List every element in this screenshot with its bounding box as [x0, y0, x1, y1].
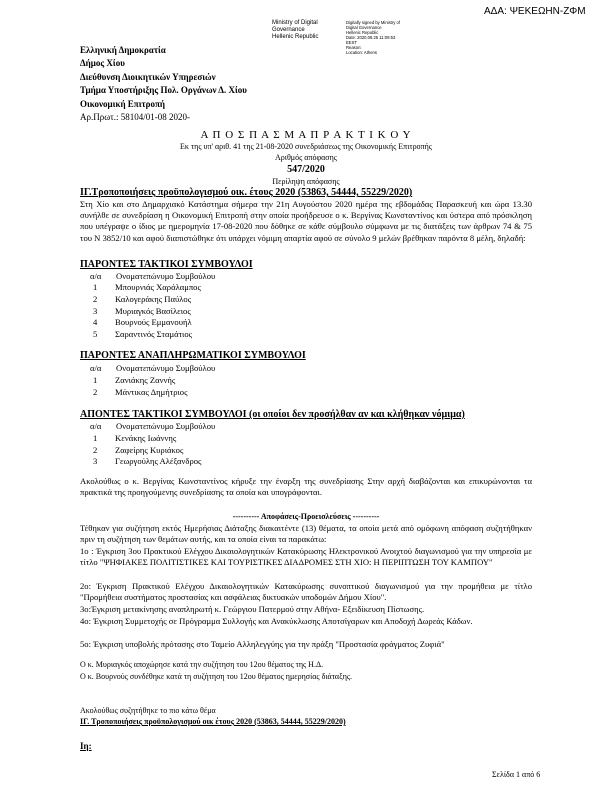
col-name-header: Ονοματεπώνυμο Συμβούλου — [116, 421, 216, 431]
issuer-line: Ministry of Digital — [272, 20, 318, 26]
signature-issuer — [272, 20, 344, 41]
member-no: 2 — [93, 294, 98, 304]
member-name: Μπουρνιάς Χαράλαμπος — [115, 282, 201, 292]
col-no-header: α/α — [90, 271, 102, 281]
next-subject: ΙΓ. Τροποποιήσεις προϋπολογισμού οικ έτους 2020 (53863, 54444, 55229/2020) — [80, 717, 346, 726]
signature-line: Digitally signed by Ministry of — [346, 20, 400, 25]
header-line: Διεύθυνση Διοικητικών Υπηρεσιών — [80, 71, 216, 82]
header-block — [80, 44, 247, 111]
agenda-item: 3ο:Έγκριση μετακίνησης αναπληρωτή κ. Γεώργιου Πατερμού στην Αθήνα- Εξειδίκευση Πίστωσης. — [80, 604, 425, 614]
member-no: 2 — [93, 387, 98, 397]
member-name: Κενάκης Ιωάννης — [115, 433, 177, 443]
member-no: 4 — [93, 317, 98, 327]
opening-paragraph: Ακολούθως ο κ. Βεργίνας Κωνσταντίνος κήρυξε την έναρξη της συνεδρίασης Στην αρχή διαβάζονται και επικυρώνονται τα πρακτικά της προηγούμενης συνεδρίασης τα οποία και υπογράφονται. — [80, 476, 532, 498]
signature-details — [346, 20, 400, 55]
summary-label: Περίληψη απόφασης — [272, 177, 340, 186]
signature-line: Reason: — [346, 45, 362, 50]
ada-code: ΑΔΑ: ΨΕΚΕΩΗΝ-ΖΦΜ — [484, 6, 586, 17]
col-no-header: α/α — [90, 421, 102, 431]
signature-line: Digital Governance — [346, 25, 382, 30]
issuer-line: Governance — [272, 27, 305, 33]
col-name-header: Ονοματεπώνυμο Συμβούλου — [116, 271, 216, 281]
decision-number: 547/2020 — [287, 164, 325, 175]
page-footer: Σελίδα 1 από 6 — [492, 770, 541, 779]
member-name: Ζαφείρης Κυριάκος — [115, 445, 184, 455]
member-no: 3 — [93, 306, 98, 316]
next-label: Ακολούθως συζητήθηκε το πιο κάτω θέμα — [80, 706, 216, 715]
member-name: Ζανιάκης Ζαννής — [115, 375, 176, 385]
signature-line: Date: 2020.08.25 11:09:53 — [346, 35, 396, 40]
member-no: 1 — [93, 282, 98, 292]
note-line: Ο κ. Μυριαγκός αποχώρησε κατά την συζήτηση του 12ου θέματος της Η.Δ. — [80, 660, 324, 669]
agenda-item: 2ο: Έγκριση Πρακτικού Ελέγχου Δικαιολογητικών Κατακύρωσης συνοπτικού διαγωνισμού για την προμήθεια με τίτλο "Προμήθεια συστήματος προστασίας και ασφάλειας δικτυακών υποδομών Δήμου Χίου". — [80, 581, 532, 603]
header-line: Δήμος Χίου — [80, 58, 125, 69]
member-no: 2 — [93, 445, 98, 455]
issuer-line: Hellenic Republic — [272, 34, 319, 40]
decisions-intro: Τέθηκαν για συζήτηση εκτός Ημερήσιας Διάταξης διακαιτέντε (13) θέματα, τα οποία μετά από ομόφωνη απόφαση συζητήθηκαν πριν τη συζήτηση των θεμάτων αυτής, και τα οποία είναι τα παρακάτω: — [80, 523, 532, 545]
signature-line: Hellenic Republic — [346, 30, 379, 35]
note-line: Ο κ. Βουρνούς συνδέθηκε κατά τη συζήτηση του 12ου θέματος ημερησίας διάταξης. — [80, 672, 353, 681]
member-no: 5 — [93, 329, 98, 339]
header-line: Ελληνική Δημοκρατία — [80, 45, 166, 55]
agenda-item: 4ο: Έγκριση Συμμετοχής σε Πρόγραμμα Συλλογής και Ανακύκλωσης Αποτσίγαρων και Αποδοχή Δωρεάς Κάδων. — [80, 616, 473, 626]
substitutes-heading: ΠΑΡΟΝΤΕΣ ΑΝΑΠΛΗΡΩΜΑΤΙΚΟΙ ΣΥΜΒΟΥΛΟΙ — [80, 350, 306, 361]
signature-line: Location: Athens — [346, 50, 377, 55]
document-title: Α Π Ο Σ Π Α Σ Μ Α Π Ρ Α Κ Τ Ι Κ Ο Υ — [200, 129, 412, 141]
absent-heading: ΑΠΟΝΤΕΣ ΤΑΚΤΙΚΟΙ ΣΥΜΒΟΥΛΟΙ (οι οποίοι δεν προσήλθαν αν και κλήθηκαν νόμιμα) — [80, 409, 465, 420]
member-name: Καλογεράκης Παύλος — [115, 294, 192, 304]
col-no-header: α/α — [90, 363, 102, 373]
member-no: 1 — [93, 433, 98, 443]
member-name: Βουρνούς Εμμανουήλ — [115, 317, 192, 327]
member-name: Σαραντινός Σταμάτιος — [115, 329, 193, 339]
agenda-item: 5ο: Έγκριση υποβολής πρότασης στο Ταμείο Αλληλεγγύης για την πράξη "Προστασία φράγματος Ζυφιά" — [80, 639, 445, 649]
decision-label: Αριθμός απόφασης — [275, 153, 337, 162]
member-name: Μάντικας Δημήτριος — [115, 387, 188, 397]
decision-subject: ΙΓ.Τροποποιήσεις προϋπολογισμού οικ. έτους 2020 (53863, 54444, 55229/2020) — [80, 187, 413, 198]
decisions-heading: ---------- Αποφάσεις-Προεισλεύσεις ---------- — [232, 512, 380, 521]
header-line: Τμήμα Υποστήριξης Πολ. Οργάνων Δ. Χίου — [80, 85, 247, 96]
in-label: Ιη: — [80, 741, 92, 751]
signature-line: EEST — [346, 40, 357, 45]
member-name: Γεωργούλης Αλέξανδρος — [115, 456, 202, 466]
present-heading: ΠΑΡΟΝΤΕΣ ΤΑΚΤΙΚΟΙ ΣΥΜΒΟΥΛΟΙ — [80, 259, 253, 270]
member-no: 1 — [93, 375, 98, 385]
header-line: Οικονομική Επιτροπή — [80, 98, 166, 109]
member-no: 3 — [93, 456, 98, 466]
col-name-header: Ονοματεπώνυμο Συμβούλου — [116, 363, 216, 373]
agenda-item: 1ο : Έγκριση 3ου Πρακτικού Ελέγχου Δικαιολογητικών Κατακύρωσης Ηλεκτρονικού Ανοιχτού διαγωνισμού για την υπηρεσία με τίτλο "ΨΗΦΙΑΚΕΣ ΠΟΛΙΤΙΣΤΙΚΕΣ ΚΑΙ ΤΟΥΡΙΣΤΙΚΕΣ ΔΙΑΔΡΟΜΕΣ ΣΤΗ ΧΙΟ: Η ΠΕΡΙΠΤΩΣΗ ΤΟΥ ΚΑΜΠΟΥ" — [80, 546, 532, 568]
protocol-number: Αρ.Πρωτ.: 58104/01-08 2020- — [80, 112, 191, 122]
session-line: Εκ της υπ' αριθ. 41 της 21-08-2020 συνεδριάσεως της Οικονομικής Επιτροπής — [180, 142, 432, 151]
intro-paragraph: Στη Χίο και στο Δημαρχιακό Κατάστημα σήμερα την 21η Αυγούστου 2020 ημέρα της εβδομάδας Παρασκευή και ώρα 13.30 συνήλθε σε συνεδρίαση η Οικονομική Επιτροπή στην οποία προήδρευσε ο κ. Βεργίνας Κωνσταντίνος και ύστερα από πρόσκληση που υπέγραψε ο ίδιος με ημερομηνία 17-08-2020 που δόθηκε σε κάθε σύμβουλο σύμφωνα με τις διατάξεις των άρθρων 74 & 75 του Ν 3852/10 και αφού διαπιστώθηκε ότι υπάρχει νόμιμη απαρτία αφού σε σύνολο 9 μελών βρέθηκαν παρόντα 8 μέλη, δηλαδή: — [80, 199, 532, 243]
member-name: Μυριαγκός Βασίλειος — [115, 306, 191, 316]
